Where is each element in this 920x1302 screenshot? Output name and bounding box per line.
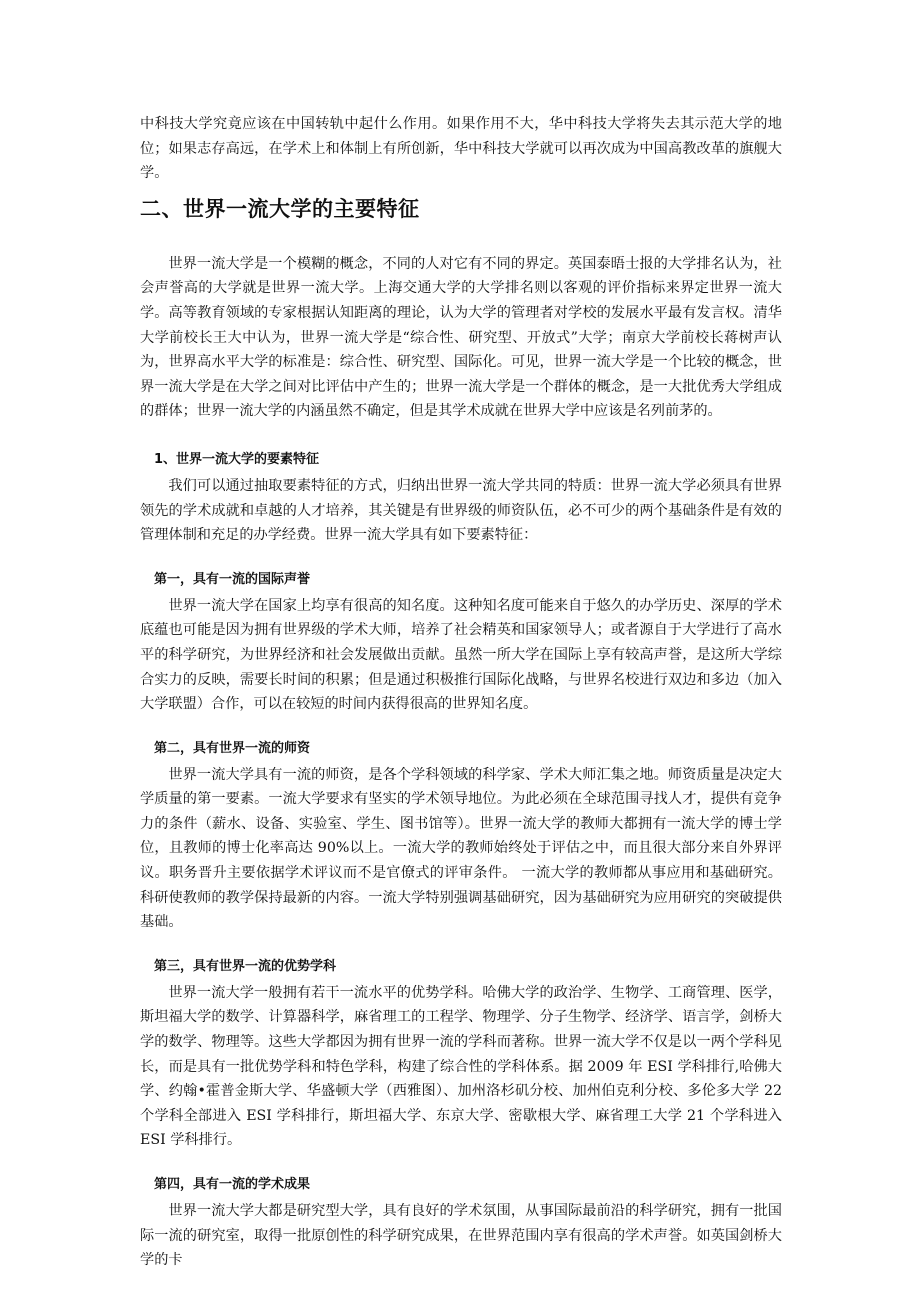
feature-text-1: 世界一流大学在国家上均享有很高的知名度。这种知名度可能来自于悠久的办学历史、深厚的学术底蕴也可能是因为拥有世界级的学术大师，培养了社会精英和国家领导人；或者源自于大学进行了高水平的科学研究，为世界经济和社会发展做出贡献。虽然一所大学在国际上享有较高声誉，是这所大学综合实力的反映，需要长时间的积累；但是通过积极推行国际化战略，与世界名校进行双边和多边（加入大学联盟）合作，可以在较短的时间内获得很高的世界知名度。 (140, 597, 782, 713)
feature-heading-2: 第二，具有世界一流的师资 (154, 740, 311, 756)
feature-text-2: 世界一流大学具有一流的师资，是各个学科领域的科学家、学术大师汇集之地。师资质量是决定大学质量的第一要素。一流大学要求有坚实的学术领导地位。为此必须在全球范围寻找人才，提供有竞争力的条件（薪水、设备、实验室、学生、图书馆等）。世界一流大学的教师大都拥有一流大学的博士学位，且教师的博士化率高达 90%以上。一流大学的教师始终处于评估之中，而且很大部分来自外界评议。职务晋升主要依据学术评议而不是官僚式的评审条件。 一流大学的教师都从事应用和基础研究。科研使教师的教学保持最新的内容。一流大学特别强调基础研究，因为基础研究为应用研究的突破提供基础。 (140, 766, 782, 931)
feature-text-3: 世界一流大学一般拥有若干一流水平的优势学科。哈佛大学的政治学、生物学、工商管理、医学，斯坦福大学的数学、计算器科学，麻省理工的工程学、物理学、分子生物学、经济学、语言学，剑桥大学的数学、物理等。这些大学都因为拥有世界一流的学科而著称。世界一流大学不仅是以一两个学科见长，而是具有一批优势学科和特色学科，构建了综合性的学科体系。据 2009 年 ESI 学科排行,哈佛大学、约翰•霍普金斯大学、华盛顿大学（西雅图）、加州洛杉矶分校、加州伯克利分校、多伦多大学 22 个学科全部进入 ESI 学科排行，斯坦福大学、东京大学、密歇根大学、麻省理工大学 21 个学科进入 ESI 学科排行。 (140, 984, 782, 1149)
intro-paragraph: 中科技大学究竟应该在中国转轨中起什么作用。如果作用不大，华中科技大学将失去其示范大学的地位；如果志存高远，在学术上和体制上有所创新，华中科技大学就可以再次成为中国高教改革的旗舰大学。 (140, 116, 782, 182)
subsection-paragraph: 我们可以通过抽取要素特征的方式，归纳出世界一流大学共同的特质：世界一流大学必须具有世界领先的学术成就和卓越的人才培养，其关键是有世界级的师资队伍，必不可少的两个基础条件是有效的管理体制和充足的办学经费。世界一流大学具有如下要素特征： (140, 477, 782, 544)
feature-heading-3: 第三，具有世界一流的优势学科 (154, 958, 337, 974)
feature-text-4: 世界一流大学大都是研究型大学，具有良好的学术氛围，从事国际最前沿的科学研究，拥有一批国际一流的研究室，取得一批原创性的科学研究成果，在世界范围内享有很高的学术声誉。如英国剑桥大学的卡 (140, 1203, 782, 1269)
section-paragraph: 世界一流大学是一个模糊的概念，不同的人对它有不同的界定。英国泰晤士报的大学排名认为，社会声誉高的大学就是世界一流大学。上海交通大学的大学排名则以客观的评价指标来界定世界一流大学。高等教育领域的专家根据认知距离的理论，认为大学的管理者对学校的发展水平最有发言权。清华大学前校长王大中认为，世界一流大学是“综合性、研究型、开放式”大学；南京大学前校长蒋树声认为，世界高水平大学的标准是：综合性、研究型、国际化。可见，世界一流大学是一个比较的概念，世界一流大学是在大学之间对比评估中产生的；世界一流大学是一个群体的概念，是一大批优秀大学组成的群体；世界一流大学的内涵虽然不确定，但是其学术成就在世界大学中应该是名列前茅的。 (140, 255, 782, 420)
document-page (140, 112, 782, 1273)
subsection-title: 1、世界一流大学的要素特征 (154, 451, 320, 467)
feature-heading-1: 第一，具有一流的国际声誉 (154, 571, 311, 587)
section-title: 二、世界一流大学的主要特征 (140, 196, 420, 221)
feature-heading-4: 第四，具有一流的学术成果 (154, 1177, 311, 1192)
